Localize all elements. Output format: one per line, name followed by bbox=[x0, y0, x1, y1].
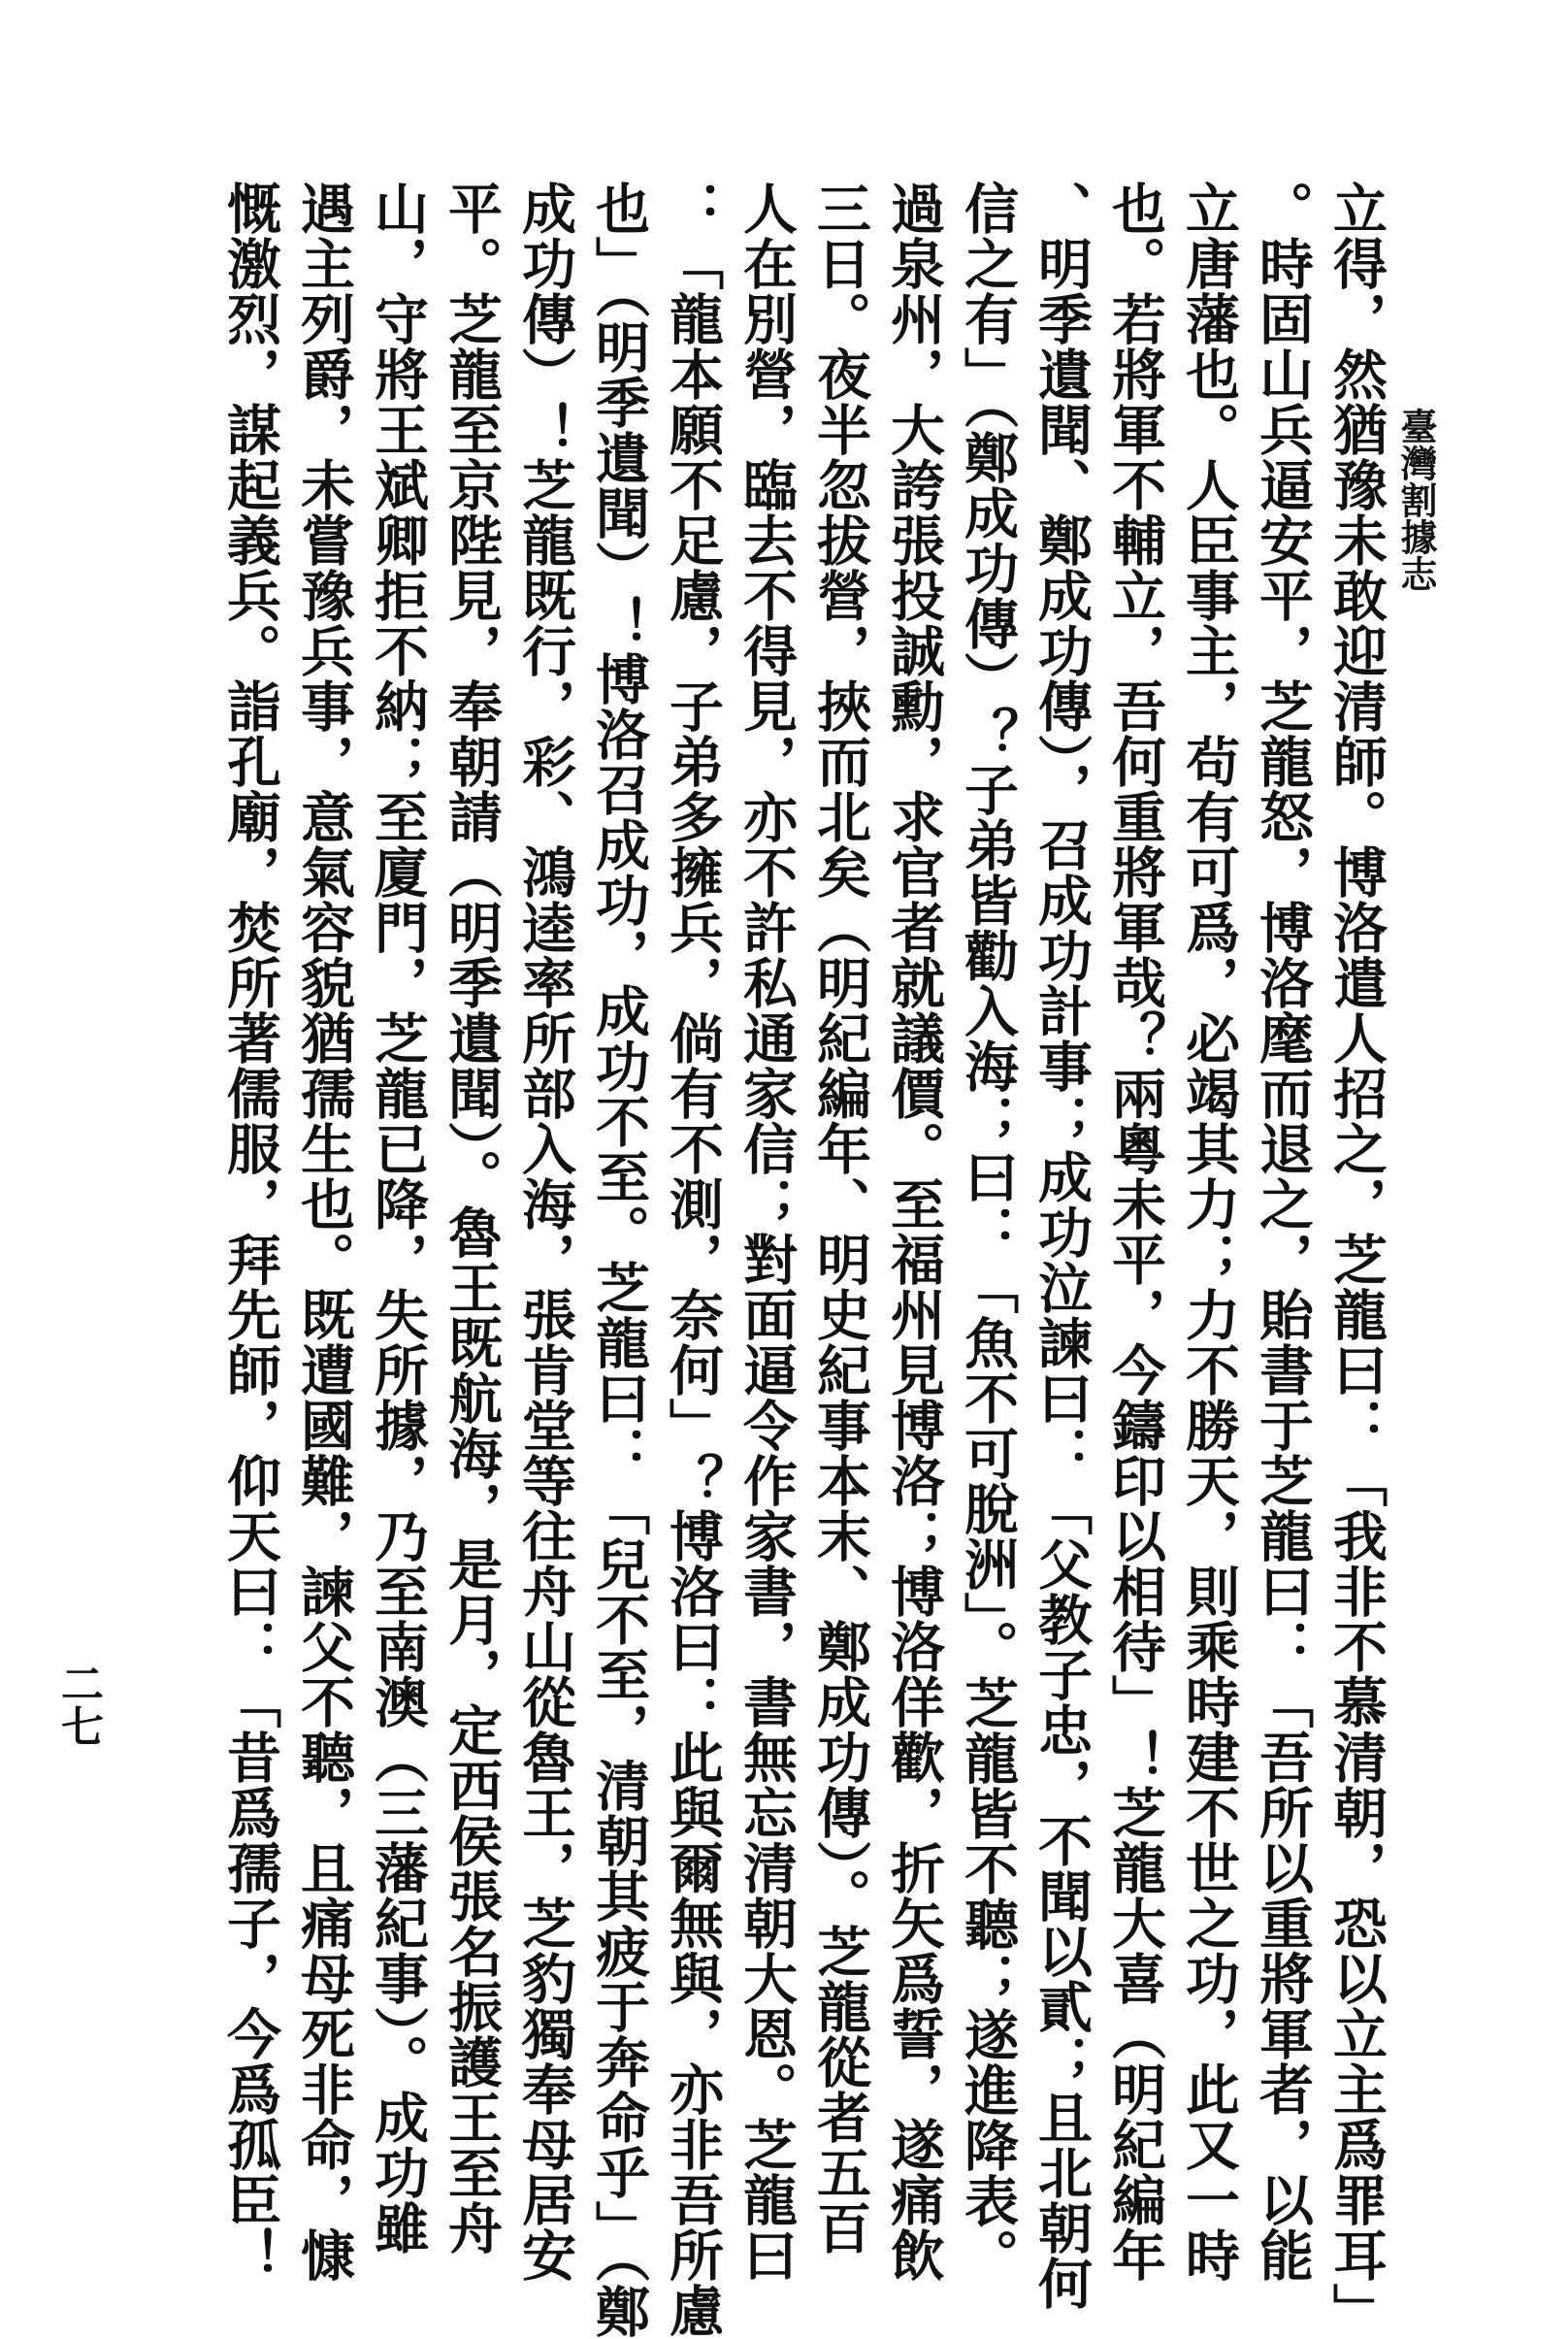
text-column: 遇主列爵，未嘗豫兵事，意氣容貌猶孺生也。既遭國難，諫父不聽，且痛母死非命，慷 bbox=[292, 181, 356, 2283]
text-column: 也。若將軍不輔立，吾何重將軍哉？兩粵未平，今鑄印以相待」！芝龍大喜（明紀編年 bbox=[1103, 181, 1167, 2283]
text-column: 、明季遺聞、鄭成功傳），召成功計事；成功泣諫曰：「父教子忠，不聞以貳；且北朝何 bbox=[1029, 181, 1094, 2311]
text-column: 三日。夜半忽拔營，挾而北矣（明紀編年、明史紀事本末、鄭成功傳）。芝龍從者五百 bbox=[808, 181, 872, 2256]
text-column: 過泉州，大誇張投誠勳，求官者就議價。至福州見博洛；博洛佯歡，折矢爲誓，遂痛飲 bbox=[882, 181, 946, 2283]
text-column: 慨激烈，謀起義兵。詣孔廟，焚所著儒服，拜先師，仰天曰：「昔爲孺子，今爲孤臣！ bbox=[218, 181, 282, 2283]
body-text bbox=[218, 181, 1388, 2339]
text-column: 人在別營，臨去不得見，亦不許私通家信；對面逼令作家書，書無忘清朝大恩。芝龍曰 bbox=[735, 181, 799, 2283]
text-column: 立得，然猶豫未敢迎清師。博洛遣人招之，芝龍曰：「我非不慕清朝，恐以立主爲罪耳」 bbox=[1324, 181, 1388, 2338]
text-column: ：「龍本願不足慮，子弟多擁兵，倘有不測，奈何」？博洛曰：此與爾無與，亦非吾所慮 bbox=[661, 181, 725, 2338]
running-title: 臺灣割據志 bbox=[1394, 408, 1438, 592]
text-column: 成功傳）！芝龍既行，彩、鴻逵率所部入海，張肯堂等往舟山從魯王，芝豹獨奉母居安 bbox=[513, 181, 577, 2283]
text-column: 山，守將王斌卿拒不納；至廈門，芝龍已降，失所據，乃至南澳（三藩紀事）。成功雖 bbox=[366, 181, 430, 2256]
text-column: 也」（明季遺聞）！博洛召成功，成功不至。芝龍曰：「兒不至，清朝其疲于奔命乎」（鄭 bbox=[587, 181, 651, 2339]
text-column: 立唐藩也。人臣事主，茍有可爲，必竭其力；力不勝天，則乘時建不世之功，此又一時 bbox=[1177, 181, 1241, 2283]
page-number: 二七 bbox=[53, 1662, 103, 1747]
text-column: 平。芝龍至京陛見，奉朝請（明季遺聞）。魯王既航海，是月，定西侯張名振護王至舟 bbox=[440, 181, 504, 2256]
text-column: 信之有」（鄭成功傳）？子弟皆勸入海；曰：「魚不可脫洲」。芝龍皆不聽；遂進降表。 bbox=[956, 181, 1020, 2284]
text-column: 。時固山兵逼安平，芝龍怒，博洛麾而退之，貽書于芝龍曰：「吾所以重將軍者，以能 bbox=[1251, 181, 1315, 2283]
